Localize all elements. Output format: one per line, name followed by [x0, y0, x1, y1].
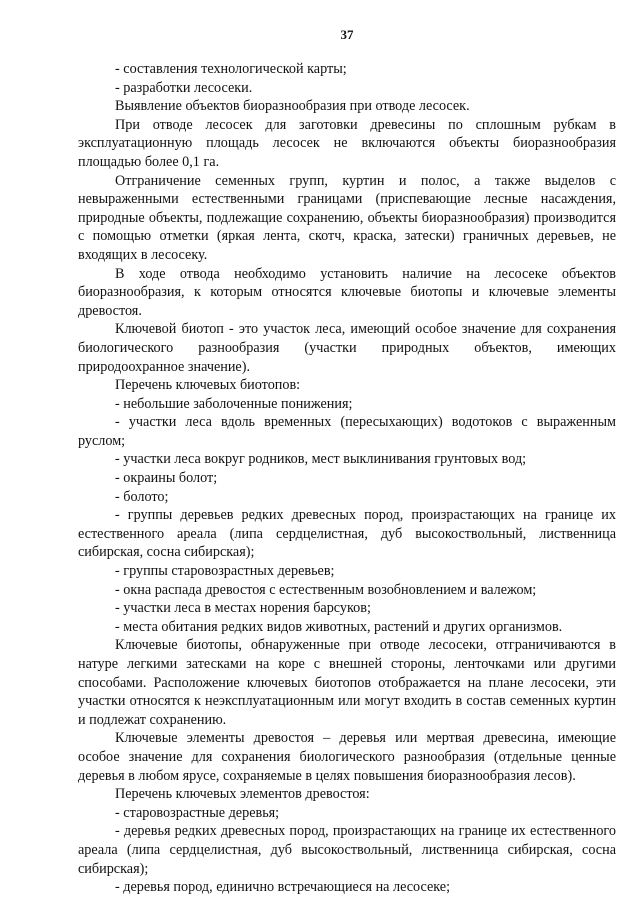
- list-heading: Перечень ключевых биотопов:: [115, 377, 301, 394]
- list-item: - участки леса вокруг родников, мест выклинивания грунтовых вод;: [115, 451, 527, 468]
- paragraph: Отграничение семенных групп, куртин и полос, а также выделов с невыраженными естественными границами (приспевающие лесные насаждения, природные объекты, подлежащие сохранению, объекты биоразнообразия) производится с помощью отметки (яркая лента, скотч, краска, затески) граничных деревьев, не входящих в лесосеку.: [78, 172, 616, 263]
- list-item: - группы старовозрастных деревьев;: [115, 563, 335, 580]
- paragraph: Ключевые биотопы, обнаруженные при отводе лесосеки, отграничиваются в натуре легкими затесками на коре с внешней стороны, ленточками или другими способами. Расположение ключевых биотопов отображается на плане лесосеки, эти участки относятся к неэксплуатационным или могут входить в состав семенных куртин и подлежат сохранению.: [78, 637, 616, 728]
- paragraph: Ключевой биотоп - это участок леса, имеющий особое значение для сохранения биологического разнообразия (участки природных объектов, имеющих природоохранное значение).: [78, 321, 616, 375]
- list-item: - составления технологической карты;: [115, 61, 347, 77]
- document-body: [78, 60, 616, 897]
- list-item: - группы деревьев редких древесных пород, произрастающих на границе их естественного ареала (липа сердцелистная, дуб высокоствольный, лиственница сибирская, сосна сибирская);: [78, 507, 616, 561]
- list-item: - деревья редких древесных пород, произрастающих на границе их естественного ареала (липа сердцелистная, дуб высокоствольный, лиственница сибирская, сосна сибирская);: [78, 823, 616, 877]
- paragraph: Ключевые элементы древостоя – деревья или мертвая древесина, имеющие особое значение для сохранения биологического разнообразия (отдельные ценные деревья в любом ярусе, сохраняемые в целях повышения биоразнообразия лесов).: [78, 730, 616, 784]
- list-heading: Перечень ключевых элементов древостоя:: [115, 786, 370, 803]
- list-item: - участки леса вдоль временных (пересыхающих) водотоков с выраженным руслом;: [78, 414, 616, 449]
- list-item: - старовозрастные деревья;: [115, 804, 280, 821]
- list-item: - окна распада древостоя с естественным возобновлением и валежом;: [115, 581, 537, 598]
- section-heading: Выявление объектов биоразнообразия при отводе лесосек.: [115, 98, 470, 115]
- list-item: - места обитания редких видов животных, растений и других организмов.: [115, 618, 563, 635]
- list-item: - деревья пород, единично встречающиеся на лесосеке;: [115, 879, 451, 896]
- paragraph: При отводе лесосек для заготовки древесины по сплошным рубкам в эксплуатационную площадь лесосек не включаются объекты биоразнообразия площадью более 0,1 га.: [78, 116, 616, 170]
- list-item: - небольшие заболоченные понижения;: [115, 395, 353, 412]
- list-item: - болото;: [115, 488, 169, 505]
- paragraph: В ходе отвода необходимо установить наличие на лесосеке объектов биоразнообразия, к которым относятся ключевые биотопы и ключевые элементы древостоя.: [78, 265, 616, 319]
- list-item: - разработки лесосеки.: [115, 79, 253, 96]
- page-number: 37: [340, 27, 354, 42]
- list-item: - участки леса в местах норения барсуков;: [115, 600, 371, 617]
- list-item: - окраины болот;: [115, 470, 218, 487]
